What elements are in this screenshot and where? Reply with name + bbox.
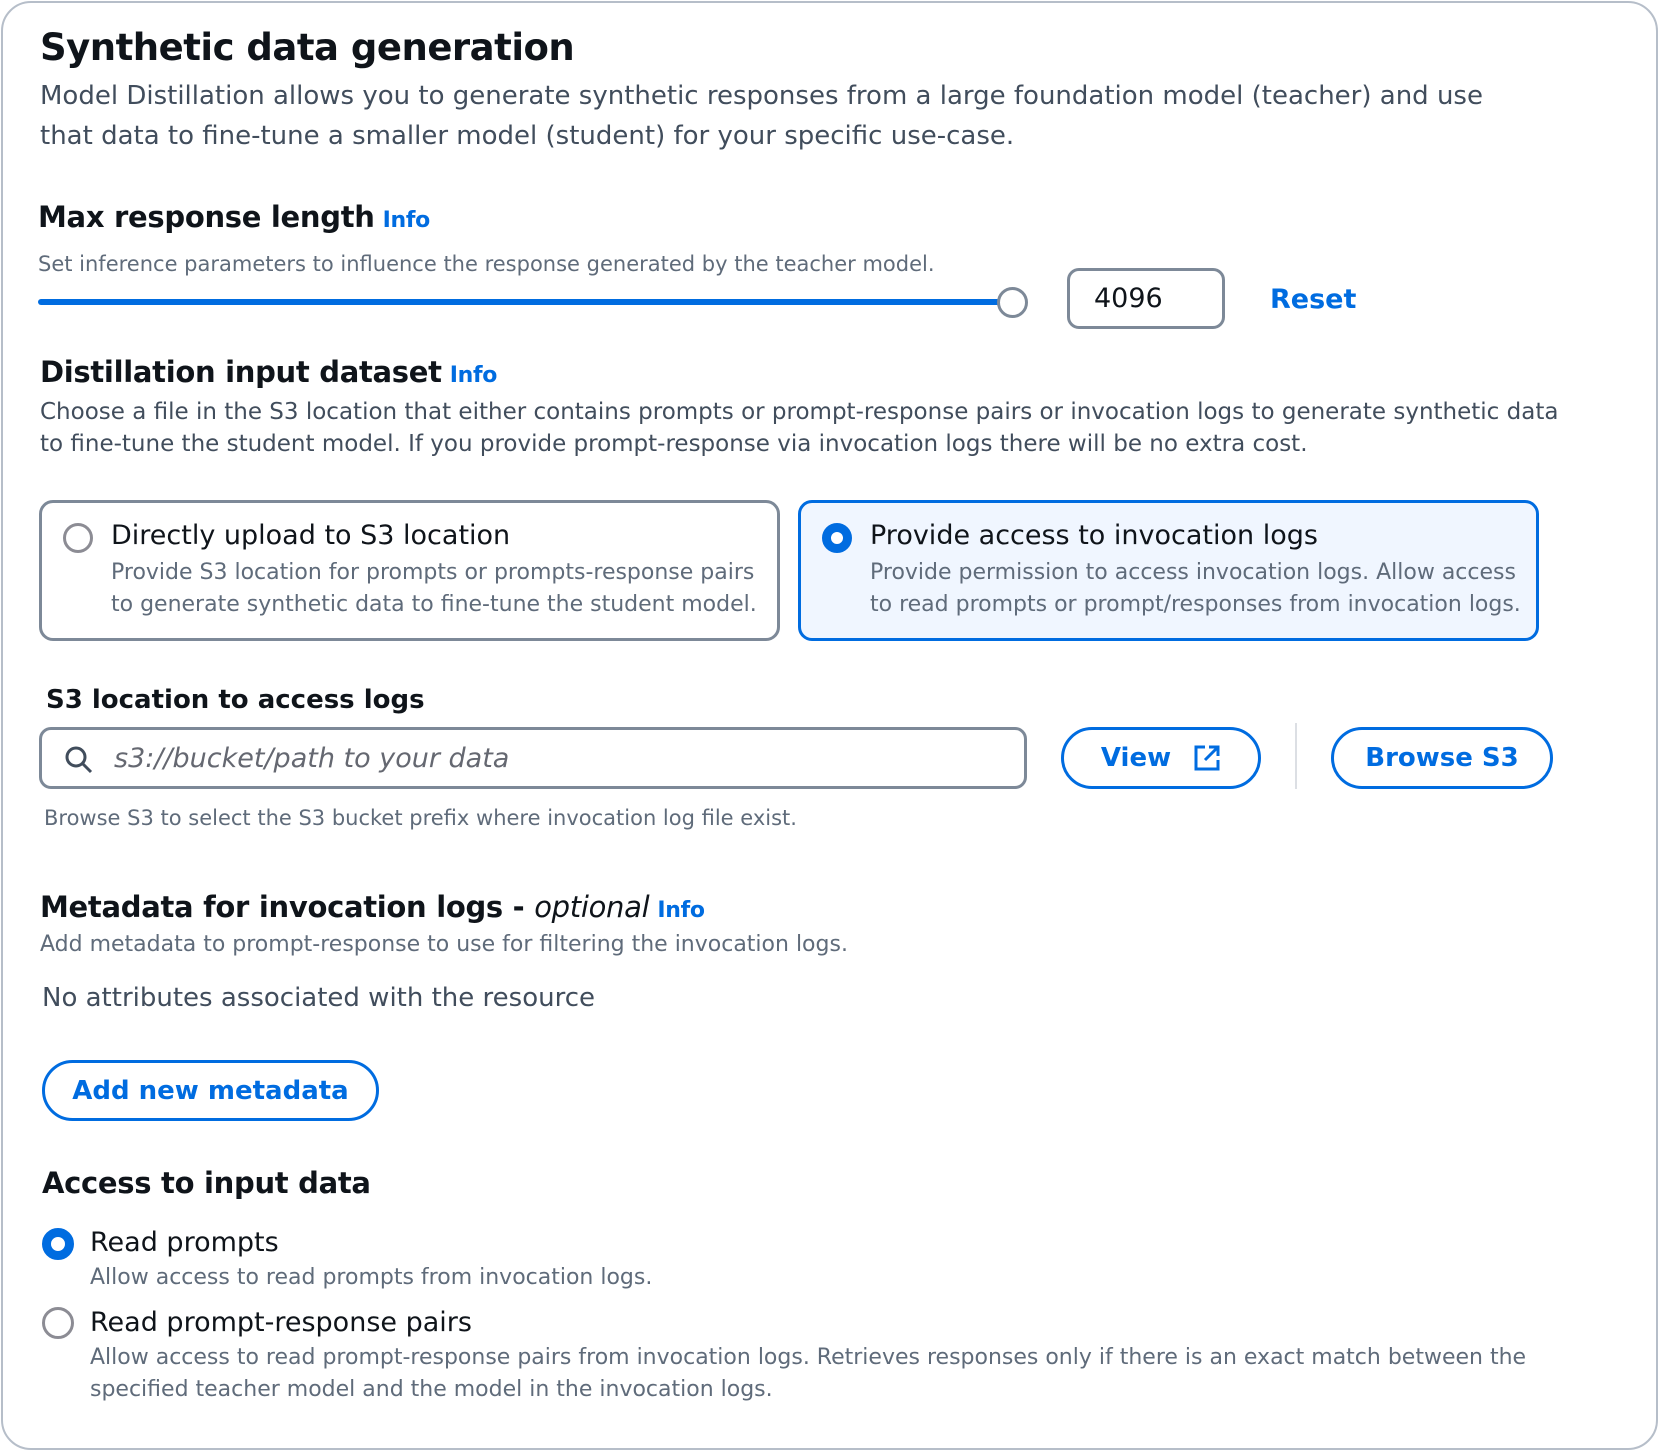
max-response-heading <box>38 200 430 234</box>
search-icon <box>64 745 94 775</box>
reset-link[interactable]: Reset <box>1270 284 1357 315</box>
metadata-empty-state: No attributes associated with the resource <box>42 983 595 1013</box>
radio-read-prompt-response[interactable] <box>42 1307 74 1339</box>
view-button[interactable] <box>1061 727 1261 789</box>
external-link-icon <box>1193 744 1221 772</box>
radio-button-selected[interactable] <box>822 523 852 553</box>
view-label: View <box>1100 743 1172 773</box>
optional-text: optional <box>534 890 650 924</box>
dataset-heading <box>40 355 497 389</box>
radio-button[interactable] <box>63 523 93 553</box>
info-link[interactable]: Info <box>382 208 430 233</box>
heading-text: Distillation input dataset <box>40 355 442 389</box>
read-prompt-response-label[interactable]: Read prompt-response pairs <box>90 1307 472 1338</box>
heading-text: Metadata for invocation logs - <box>40 890 535 924</box>
slider-track[interactable] <box>38 299 1011 305</box>
s3-helper: Browse S3 to select the S3 bucket prefix where invocation log file exist. <box>44 806 797 830</box>
option-card-upload-s3[interactable] <box>39 500 780 641</box>
page-description: Model Distillation allows you to generate synthetic responses from a large foundation model (teacher) and use that data to fine-tune a smaller model (student) for your specific use-case. <box>40 81 1483 151</box>
add-new-metadata-button[interactable]: Add new metadata <box>42 1060 379 1121</box>
info-link[interactable]: Info <box>449 363 498 388</box>
page-title: Synthetic data generation <box>40 26 575 69</box>
option-description: Provide S3 location for prompts or prompts-response pairs to generate synthetic data to fine-tune the student model. <box>111 560 757 617</box>
browse-s3-button[interactable]: Browse S3 <box>1331 727 1553 789</box>
divider <box>1295 723 1297 789</box>
s3-location-label: S3 location to access logs <box>46 685 425 715</box>
option-label: Directly upload to S3 location <box>111 520 511 551</box>
option-card-invocation-logs[interactable] <box>798 500 1539 641</box>
metadata-heading <box>40 890 705 924</box>
option-label: Provide access to invocation logs <box>870 520 1318 551</box>
max-length-input[interactable]: 4096 <box>1067 268 1225 329</box>
heading-text: Max response length <box>38 200 375 234</box>
s3-location-input[interactable] <box>39 727 1027 789</box>
option-description: Provide permission to access invocation logs. Allow access to read prompts or prompt/responses from invocation logs. <box>870 560 1521 617</box>
read-prompts-label[interactable]: Read prompts <box>90 1227 279 1258</box>
read-prompts-description: Allow access to read prompts from invocation logs. <box>90 1265 653 1290</box>
metadata-description: Add metadata to prompt-response to use for filtering the invocation logs. <box>40 932 848 957</box>
info-link[interactable]: Info <box>657 898 705 923</box>
access-heading: Access to input data <box>42 1166 371 1200</box>
s3-placeholder: s3://bucket/path to your data <box>114 743 510 774</box>
slider-handle[interactable] <box>997 287 1028 318</box>
radio-read-prompts[interactable] <box>42 1228 74 1260</box>
dataset-description: Choose a file in the S3 location that either contains prompts or prompt-response pairs or invocation logs to generate synthetic data to fine-tune the student model. If you provide prompt-response via invocation logs there will be no extra cost. <box>40 399 1559 457</box>
max-response-helper: Set inference parameters to influence the response generated by the teacher model. <box>38 252 935 276</box>
read-prompt-response-description: Allow access to read prompt-response pairs from invocation logs. Retrieves responses only if there is an exact match between the specified teacher model and the model in the invocation logs. <box>90 1345 1527 1402</box>
